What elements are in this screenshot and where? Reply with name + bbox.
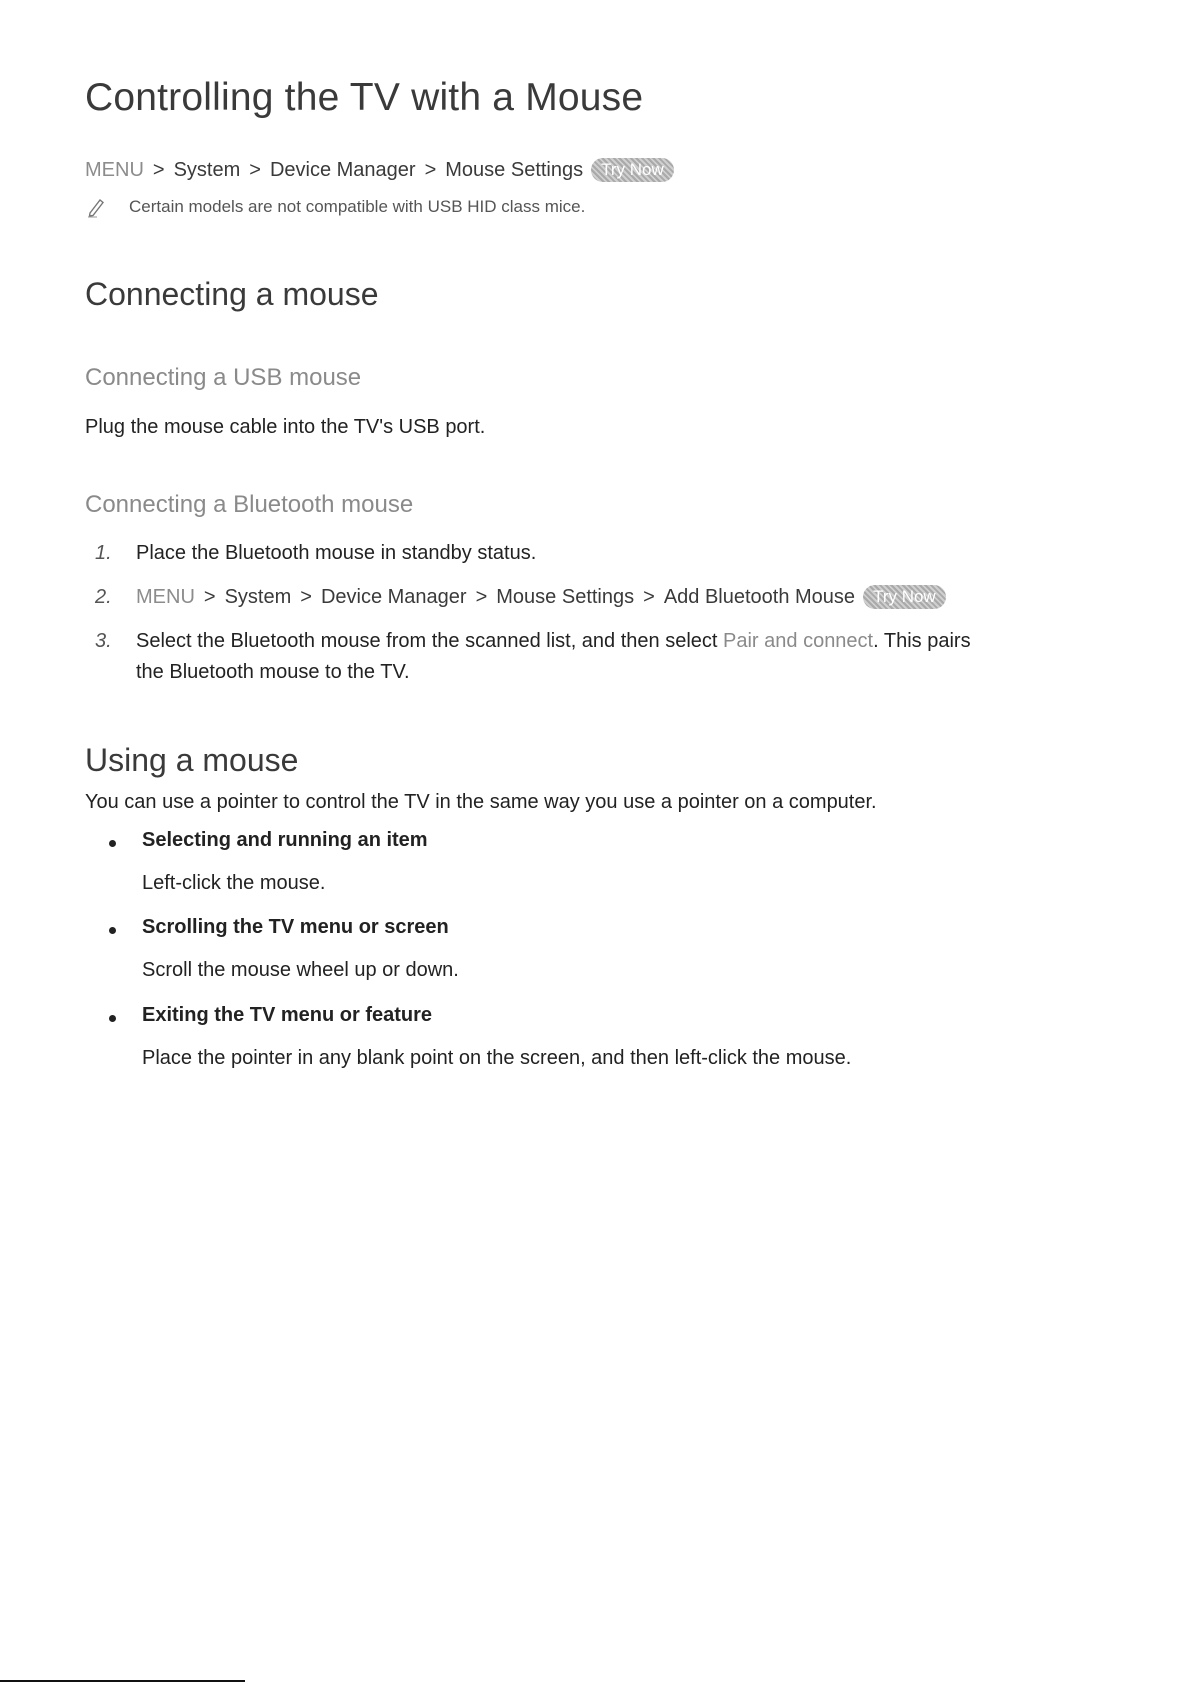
bullet [109,1015,116,1022]
breadcrumb-menu: MENU [85,158,144,181]
pair-and-connect-label: Pair and connect [723,630,874,652]
footer-rule [0,1680,245,1682]
breadcrumb-separator: > [152,158,165,181]
item-desc: Scroll the mouse wheel up or down. [142,959,459,981]
breadcrumb-separator: > [475,585,488,608]
bullet [109,840,116,847]
step-3-text-before: Select the Bluetooth mouse from the scanned list, and then select [136,630,724,652]
breadcrumb-item-system: System [224,585,292,608]
step-2-breadcrumb [136,585,946,609]
try-now-button[interactable]: Try Now [591,158,674,182]
breadcrumb-menu: MENU [136,585,195,608]
step-number: 1. [95,542,112,564]
step-3-text-after: . This pairs [873,630,971,652]
breadcrumb-item-add-bluetooth-mouse: Add Bluetooth Mouse [663,585,856,608]
step-number: 2. [95,586,112,608]
breadcrumb-separator: > [249,158,261,181]
subheading-bluetooth: Connecting a Bluetooth mouse [85,491,414,518]
breadcrumb-item-device-manager: Device Manager [269,158,416,181]
breadcrumb-item-mouse-settings: Mouse Settings [496,585,635,608]
note [85,196,585,218]
subheading-usb: Connecting a USB mouse [85,364,362,391]
breadcrumb-item-device-manager: Device Manager [320,585,467,608]
section-heading-connecting: Connecting a mouse [85,276,379,312]
item-desc: Left-click the mouse. [142,872,326,894]
page-title: Controlling the TV with a Mouse [85,76,644,119]
item-title: Scrolling the TV menu or screen [142,916,449,938]
bullet [109,927,116,934]
breadcrumb-separator: > [203,585,216,608]
section-heading-using: Using a mouse [85,742,299,778]
breadcrumb-separator: > [300,585,312,608]
breadcrumb-separator: > [424,158,437,181]
step-number: 3. [95,630,112,652]
breadcrumb-item-mouse-settings: Mouse Settings [445,158,584,181]
usb-instruction: Plug the mouse cable into the TV's USB port. [85,416,486,438]
item-title: Exiting the TV menu or feature [142,1004,433,1026]
using-intro: You can use a pointer to control the TV in the same way you use a pointer on a computer. [85,791,877,813]
step-3-text-line2: the Bluetooth mouse to the TV. [136,661,410,683]
item-title: Selecting and running an item [142,829,428,851]
breadcrumb-separator: > [643,585,655,608]
breadcrumb [85,158,674,182]
try-now-button[interactable]: Try Now [863,585,946,609]
step-3-text [136,630,971,653]
note-text: Certain models are not compatible with USB HID class mice. [129,197,586,216]
breadcrumb-item-system: System [173,158,241,181]
pencil-icon [85,196,107,218]
step-1-text: Place the Bluetooth mouse in standby status. [136,542,537,564]
item-desc: Place the pointer in any blank point on the screen, and then left-click the mouse. [142,1047,852,1069]
